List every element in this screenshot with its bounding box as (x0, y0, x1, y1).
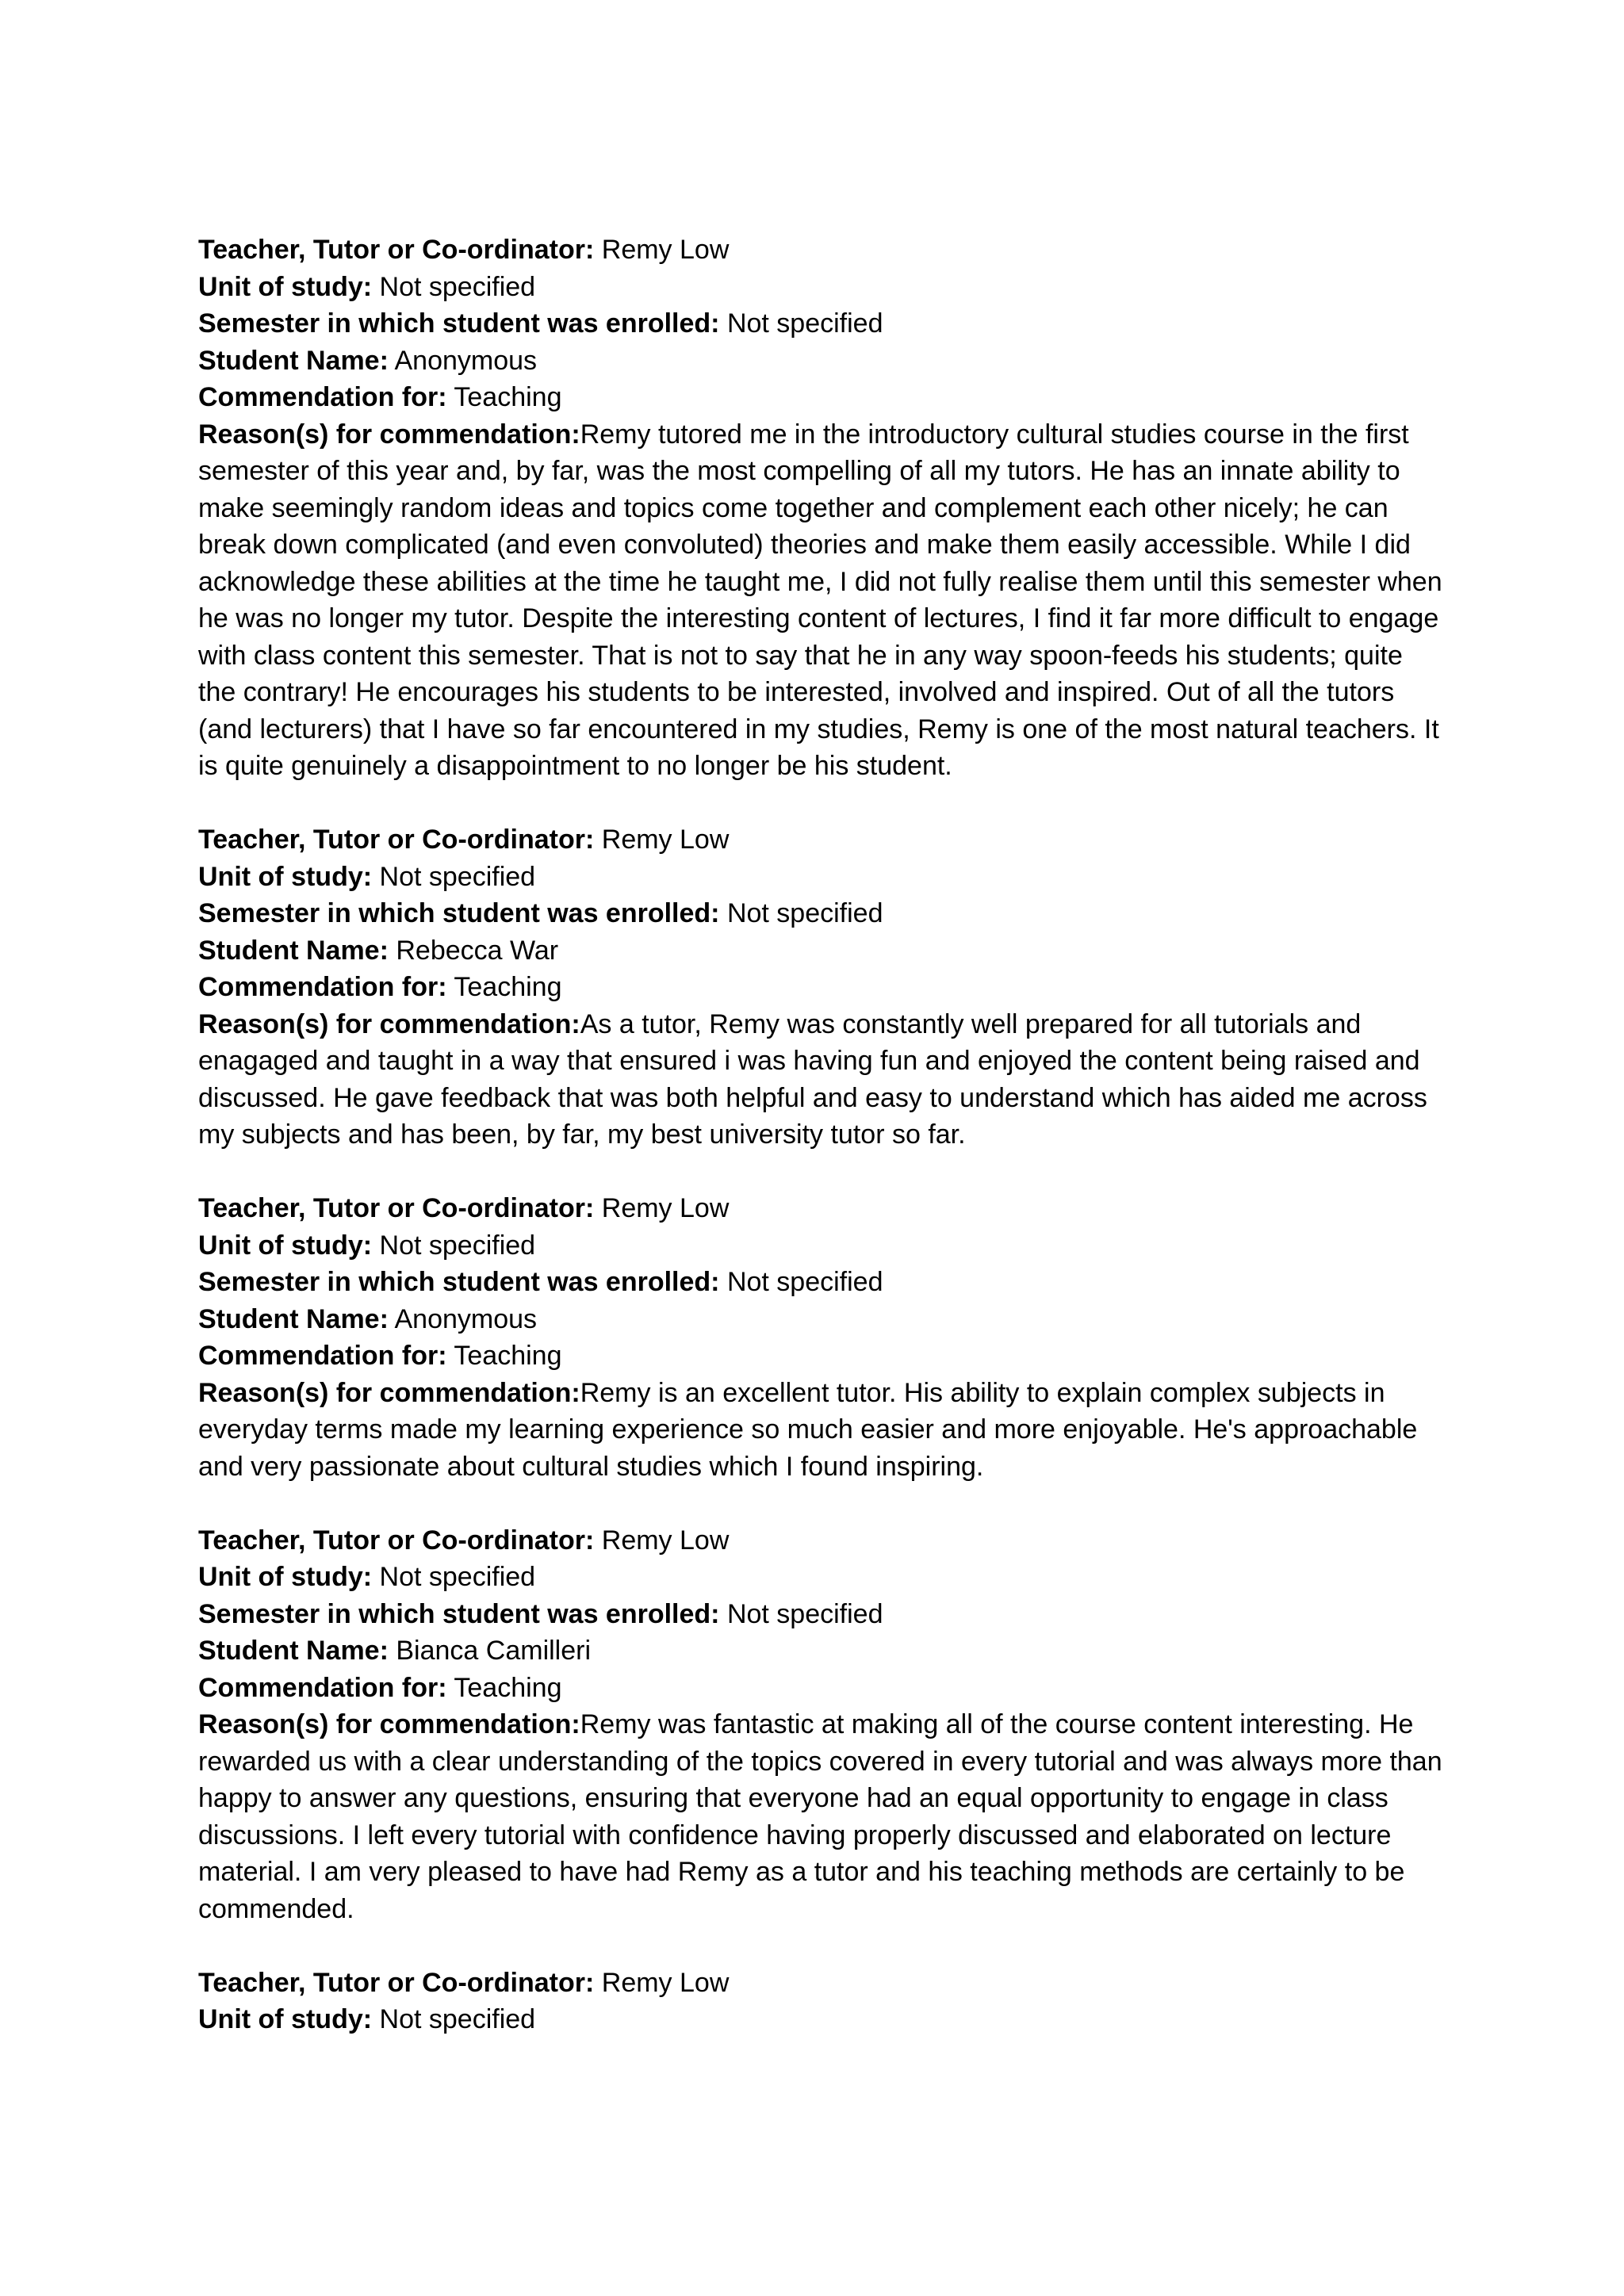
teacher-value: Remy Low (601, 1193, 730, 1223)
unit-value: Not specified (379, 2004, 536, 2034)
semester-value: Not specified (726, 898, 883, 928)
commendation-entry (198, 1522, 1443, 1928)
reason-label: Reason(s) for commendation: (198, 1377, 580, 1408)
teacher-line (198, 821, 1443, 859)
student-label: Student Name: (198, 1636, 389, 1666)
reason-text: Remy was fantastic at making all of the course content interesting. He rewarded us with a clear understanding of the topics covered in every tutorial and was always more than happy to answer any questions, ensuring that everyone had an equal opportunity to engage in class discussions. I left every tutorial with confidence having properly discussed and elaborated on lecture material. I am very pleased to have had Remy as a tutor and his teaching methods are certainly to be commended. (198, 1709, 1442, 1924)
unit-value: Not specified (379, 271, 536, 302)
reason-text: Remy is an excellent tutor. His ability to explain complex subjects in everyday terms made my learning experience so much easier and more enjoyable. He's approachable and very passionate about cultural studies which I found inspiring. (198, 1377, 1418, 1482)
reason-paragraph (198, 416, 1443, 785)
teacher-label: Teacher, Tutor or Co-ordinator: (198, 1193, 595, 1223)
reason-label: Reason(s) for commendation: (198, 419, 580, 450)
teacher-line (198, 1522, 1443, 1559)
unit-label: Unit of study: (198, 2004, 373, 2034)
unit-line (198, 859, 1443, 896)
teacher-value: Remy Low (601, 1967, 730, 1998)
unit-label: Unit of study: (198, 271, 373, 302)
commendation-line (198, 1670, 1443, 1707)
student-label: Student Name: (198, 935, 389, 966)
commendation-value: Teaching (454, 1672, 562, 1703)
commendation-value: Teaching (454, 1341, 562, 1371)
reason-text: As a tutor, Remy was constantly well prepared for all tutorials and enagaged and taught in a way that ensured i was having fun and enjoyed the content being raised and discussed. He gave feedback that was both helpful and easy to understand which has aided me across my subjects and has been, by far, my best university tutor so far. (198, 1008, 1427, 1150)
commendation-entry (198, 232, 1443, 785)
teacher-line (198, 1190, 1443, 1227)
student-value: Anonymous (394, 345, 538, 376)
teacher-label: Teacher, Tutor or Co-ordinator: (198, 825, 595, 855)
semester-label: Semester in which student was enrolled: (198, 1267, 720, 1297)
student-value: Bianca Camilleri (396, 1636, 592, 1666)
student-line (198, 342, 1443, 380)
commendation-value: Teaching (454, 382, 562, 412)
student-line (198, 1632, 1443, 1670)
student-value: Anonymous (394, 1303, 538, 1334)
commendation-label: Commendation for: (198, 382, 447, 412)
student-label: Student Name: (198, 345, 389, 376)
commendation-label: Commendation for: (198, 1672, 447, 1703)
student-label: Student Name: (198, 1303, 389, 1334)
commendation-value: Teaching (454, 972, 562, 1002)
semester-value: Not specified (726, 308, 883, 339)
reason-paragraph (198, 1375, 1443, 1486)
teacher-line (198, 232, 1443, 269)
teacher-label: Teacher, Tutor or Co-ordinator: (198, 235, 595, 265)
reason-text: Remy tutored me in the introductory cultural studies course in the first semester of this year and, by far, was the most compelling of all my tutors. He has an innate ability to make seemingly random ideas and topics come together and complement each other nicely; he can break down complicated (and even convoluted) theories and make them easily accessible. While I did acknowledge these abilities at the time he taught me, I did not fully realise them until this semester when he was no longer my tutor. Despite the interesting content of lectures, I find it far more difficult to engage with class content this semester. That is not to say that he in any way spoon-feeds his students; quite the contrary! He encourages his students to be interested, involved and inspired. Out of all the tutors (and lecturers) that I have so far encountered in my studies, Remy is one of the most natural teachers. It is quite genuinely a disappointment to no longer be his student. (198, 419, 1442, 781)
student-value: Rebecca War (396, 935, 559, 966)
semester-label: Semester in which student was enrolled: (198, 308, 720, 339)
reason-label: Reason(s) for commendation: (198, 1008, 580, 1039)
unit-value: Not specified (379, 861, 536, 892)
semester-line (198, 895, 1443, 932)
teacher-line (198, 1965, 1443, 2002)
semester-label: Semester in which student was enrolled: (198, 1598, 720, 1629)
reason-paragraph (198, 1706, 1443, 1927)
commendation-line (198, 379, 1443, 416)
commendation-line (198, 969, 1443, 1006)
semester-line (198, 1264, 1443, 1301)
commendation-label: Commendation for: (198, 972, 447, 1002)
commendation-entry (198, 821, 1443, 1154)
unit-line (198, 1227, 1443, 1265)
unit-line (198, 269, 1443, 306)
semester-line (198, 1596, 1443, 1633)
teacher-label: Teacher, Tutor or Co-ordinator: (198, 1967, 595, 1998)
unit-line (198, 1559, 1443, 1596)
semester-value: Not specified (726, 1267, 883, 1297)
student-line (198, 1301, 1443, 1338)
semester-label: Semester in which student was enrolled: (198, 898, 720, 928)
unit-value: Not specified (379, 1562, 536, 1592)
unit-value: Not specified (379, 1230, 536, 1261)
commendation-line (198, 1337, 1443, 1375)
unit-label: Unit of study: (198, 1562, 373, 1592)
commendation-label: Commendation for: (198, 1341, 447, 1371)
commendation-entry (198, 1965, 1443, 2038)
semester-value: Not specified (726, 1598, 883, 1629)
student-line (198, 932, 1443, 970)
unit-label: Unit of study: (198, 861, 373, 892)
unit-label: Unit of study: (198, 1230, 373, 1261)
reason-label: Reason(s) for commendation: (198, 1709, 580, 1739)
document-body (198, 232, 1443, 2075)
unit-line (198, 2001, 1443, 2038)
teacher-label: Teacher, Tutor or Co-ordinator: (198, 1525, 595, 1556)
teacher-value: Remy Low (601, 825, 730, 855)
teacher-value: Remy Low (601, 1525, 730, 1556)
semester-line (198, 305, 1443, 342)
reason-paragraph (198, 1006, 1443, 1154)
teacher-value: Remy Low (601, 235, 730, 265)
commendation-entry (198, 1190, 1443, 1485)
